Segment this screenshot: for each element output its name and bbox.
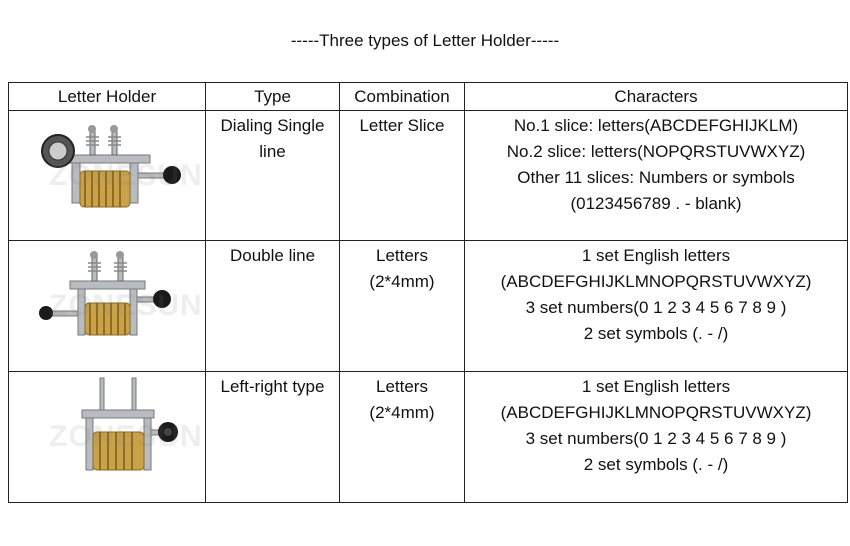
combination-cell	[340, 241, 465, 372]
cell-text: (2*4mm)	[369, 403, 435, 422]
double-line-holder-image	[20, 243, 195, 355]
left-right-type-holder-image	[20, 374, 195, 486]
cell-text: Double line	[229, 246, 316, 265]
letter-holder-table	[8, 82, 848, 503]
cell-text: line	[259, 142, 286, 161]
cell-text: 2 set symbols (. - /)	[583, 455, 729, 474]
cell-text: 1 set English letters	[581, 377, 731, 396]
holder-image-cell	[9, 241, 206, 372]
table-row	[9, 111, 848, 241]
type-cell	[206, 111, 340, 241]
cell-text: 1 set English letters	[581, 246, 731, 265]
holder-image-cell	[9, 111, 206, 241]
table-row	[9, 372, 848, 503]
cell-text: 3 set numbers(0 1 2 3 4 5 6 7 8 9 )	[525, 429, 787, 448]
dialing-single-line-holder-image	[20, 113, 195, 225]
cell-text: No.1 slice: letters(ABCDEFGHIJKLM)	[513, 116, 799, 135]
cell-text: Letters	[376, 377, 428, 396]
cell-text: 3 set numbers(0 1 2 3 4 5 6 7 8 9 )	[525, 298, 787, 317]
type-cell	[206, 241, 340, 372]
cell-text: No.2 slice: letters(NOPQRSTUVWXYZ)	[506, 142, 806, 161]
cell-text: (2*4mm)	[369, 272, 435, 291]
cell-text: Letters	[376, 246, 428, 265]
cell-text: (ABCDEFGHIJKLMNOPQRSTUVWXYZ)	[500, 403, 812, 422]
cell-text: Left-right type	[220, 377, 325, 396]
cell-text: Other 11 slices: Numbers or symbols	[517, 168, 795, 187]
header-type: Type	[206, 83, 340, 111]
cell-text: Dialing Single	[220, 116, 325, 135]
cell-text: Letter Slice	[359, 116, 445, 135]
cell-text: (0123456789 . - blank)	[570, 194, 742, 213]
header-letter-holder: Letter Holder	[9, 83, 206, 111]
header-combination: Combination	[340, 83, 465, 111]
combination-cell	[340, 372, 465, 503]
combination-cell	[340, 111, 465, 241]
table-header-row	[9, 83, 848, 111]
header-characters: Characters	[465, 83, 848, 111]
type-cell	[206, 372, 340, 503]
holder-image-cell	[9, 372, 206, 503]
cell-text: 2 set symbols (. - /)	[583, 324, 729, 343]
cell-text: (ABCDEFGHIJKLMNOPQRSTUVWXYZ)	[500, 272, 812, 291]
page-title: -----Three types of Letter Holder-----	[290, 31, 560, 50]
table-row	[9, 241, 848, 372]
characters-cell	[465, 111, 848, 241]
characters-cell	[465, 241, 848, 372]
characters-cell	[465, 372, 848, 503]
